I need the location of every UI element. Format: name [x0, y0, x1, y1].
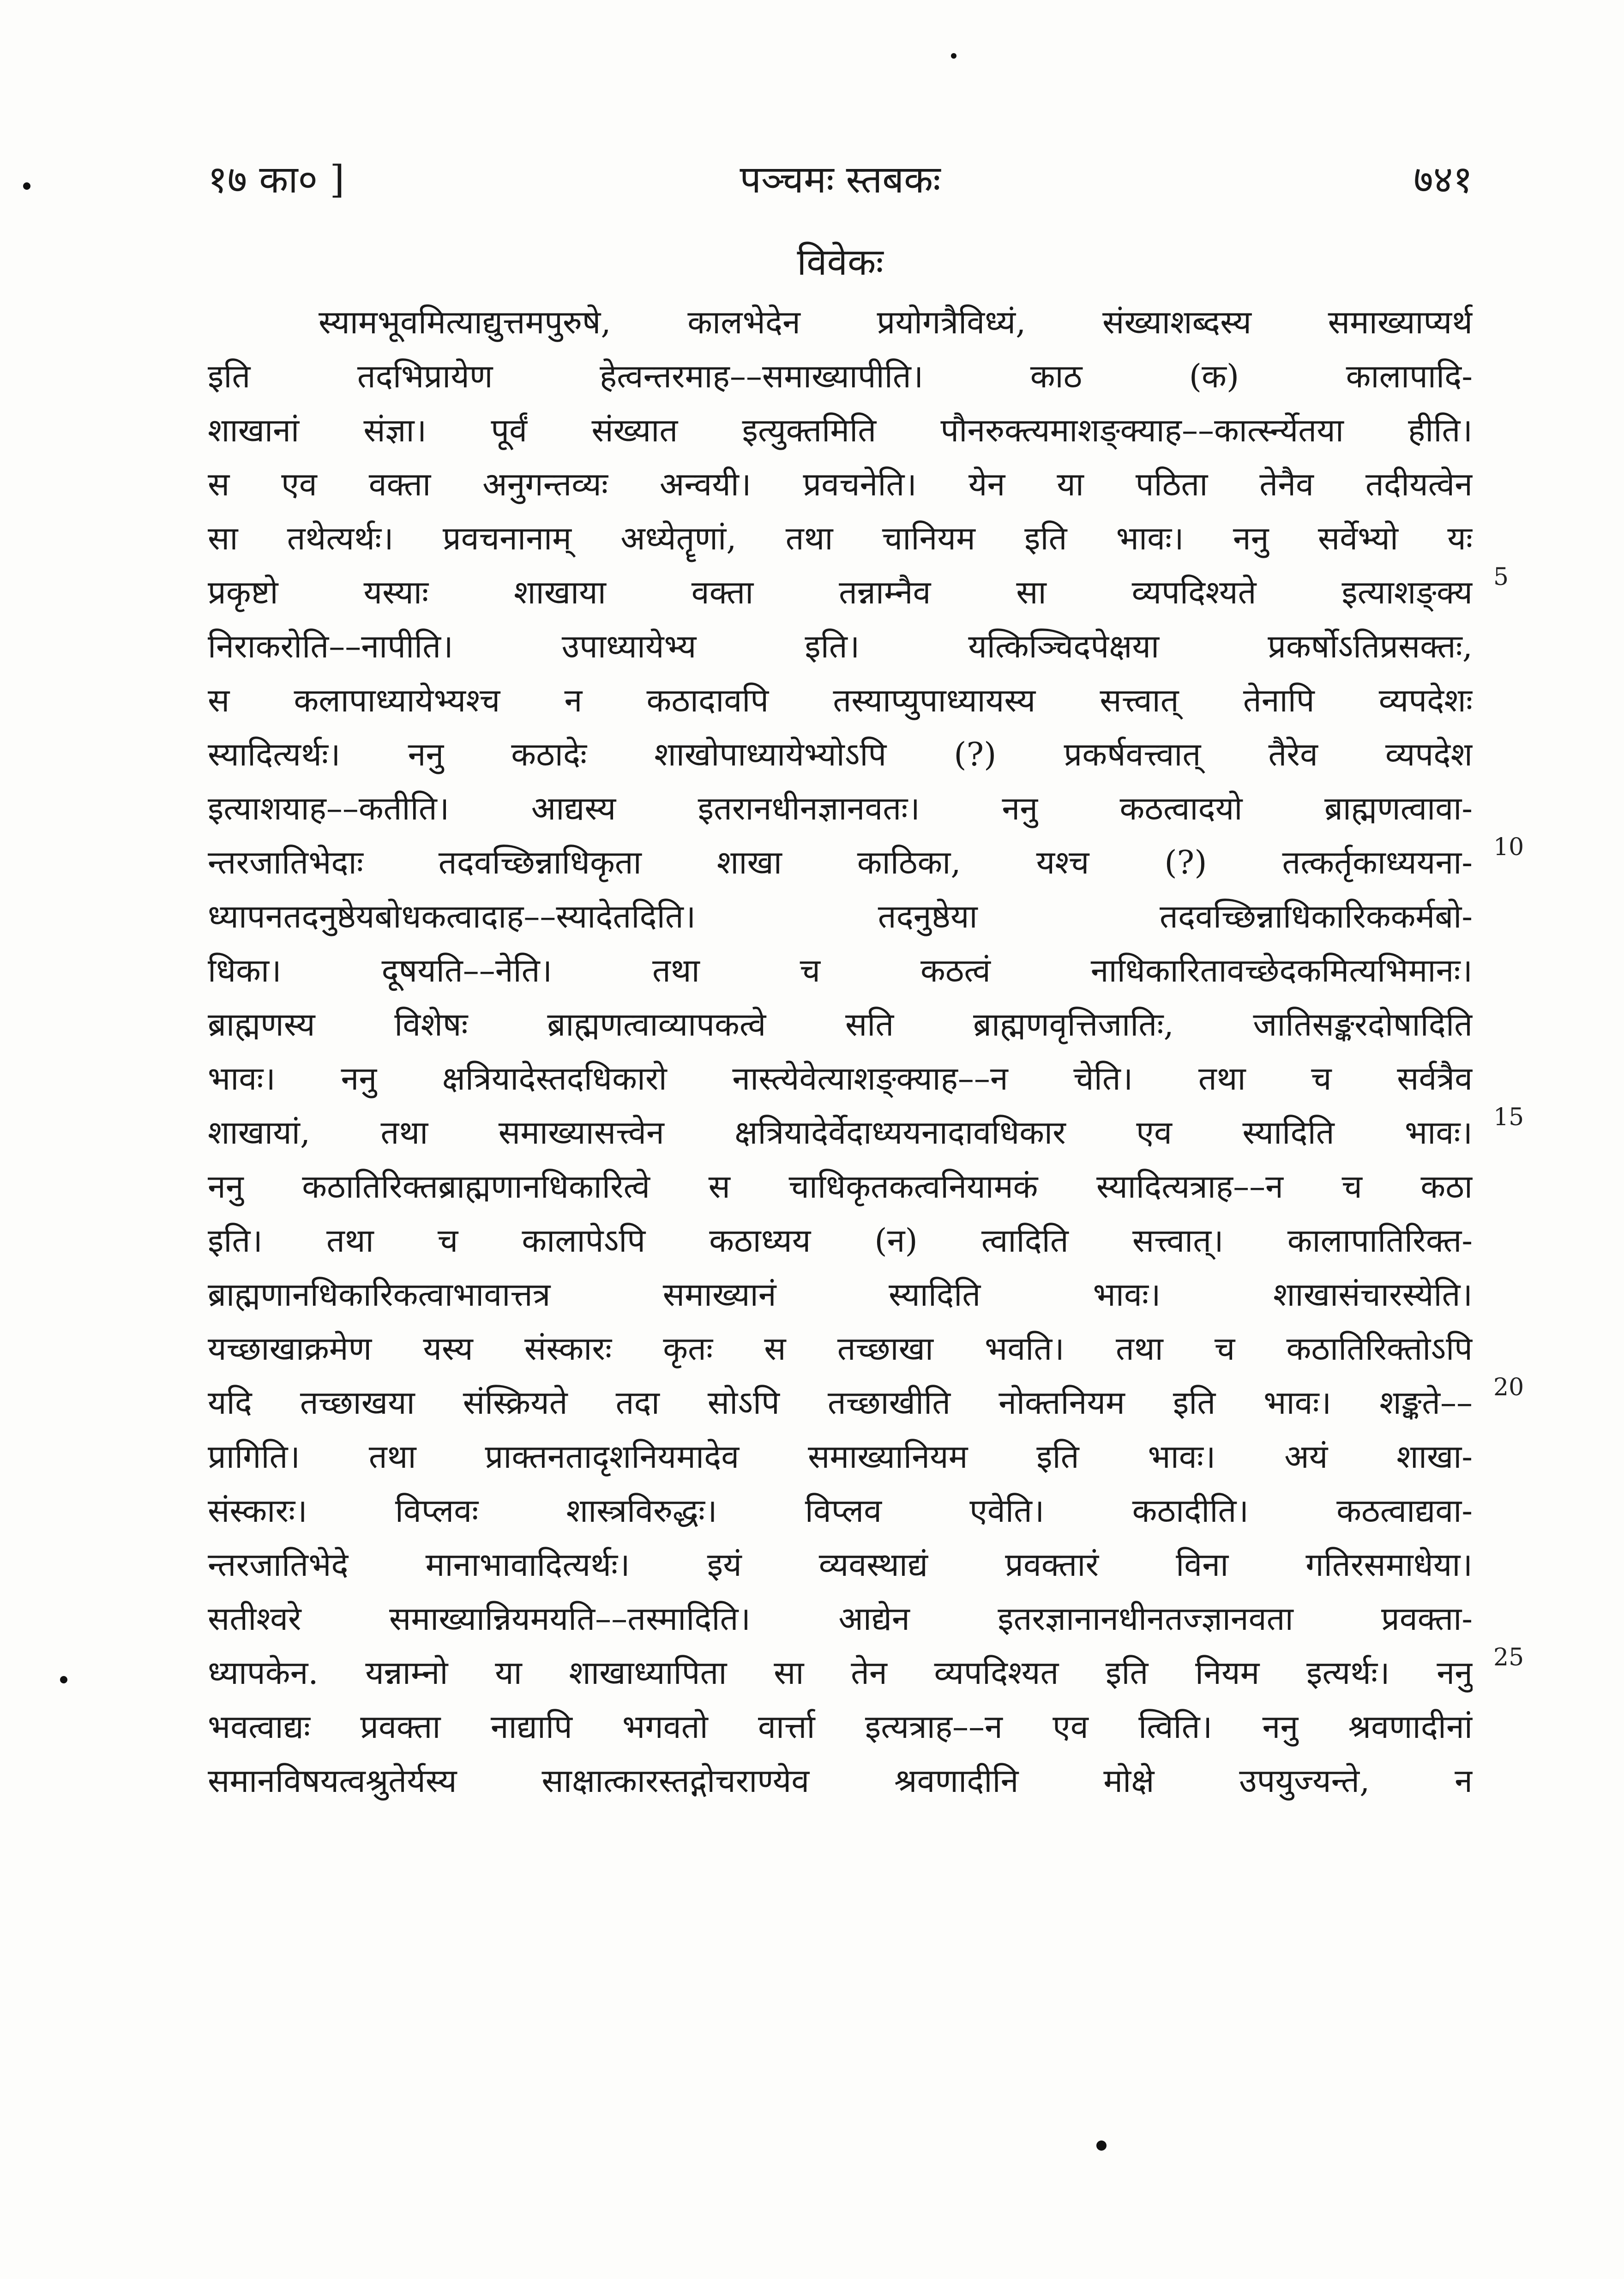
header-page-number: ७४१ — [1413, 158, 1473, 202]
text-line: धिका। दूषयति––नेति। तथा च कठत्वं नाधिकारितावच्छेदकमित्यभिमानः। — [208, 952, 1473, 989]
text-line: स एव वक्ता अनुगन्तव्यः अन्वयी। प्रवचनेति। येन या पठिता तेनैव तदीयत्वेन — [208, 465, 1473, 503]
text-line: ननु कठातिरिक्तब्राह्मणानधिकारित्वे स चाधिकृतकत्वनियामकं स्यादित्यत्राह––न च कठा — [208, 1168, 1473, 1206]
text-line: ध्यापकेन. यन्नाम्नो या शाखाध्यापिता सा तेन व्यपदिश्यत इति नियम इत्यर्थः। ननु — [208, 1654, 1473, 1692]
section-title: विवेकः — [797, 241, 884, 283]
line-number: 10 — [1493, 833, 1524, 861]
text-line: संस्कारः। विप्लवः शास्त्रविरुद्धः। विप्लव एवेति। कठादीति। कठत्वाद्यवा- — [208, 1492, 1473, 1530]
ink-speck — [1096, 2140, 1107, 2151]
line-number: 20 — [1493, 1374, 1524, 1401]
line-number: 5 — [1493, 563, 1509, 591]
text-line: ब्राह्मणस्य विशेषः ब्राह्मणत्वाव्यापकत्वे सति ब्राह्मणवृत्तिजातिः, जातिसङ्करदोषादिति — [208, 1006, 1473, 1043]
text-line: यदि तच्छाखया संस्क्रियते तदा सोऽपि तच्छाखीति नोक्तनियम इति भावः। शङ्कते–– — [208, 1384, 1473, 1422]
text-line: समानविषयत्वश्रुतेर्यस्य साक्षात्कारस्तद्गोचराण्येव श्रवणादीनि मोक्षे उपयुज्यन्ते, न — [208, 1762, 1473, 1800]
header-chapter-title: पञ्चमः स्तबकः — [740, 158, 941, 202]
commentary-text — [208, 295, 1473, 1808]
text-line: निराकरोति––नापीति। उपाध्यायेभ्य इति। यत्किञ्चिदपेक्षया प्रकर्षोऽतिप्रसक्तः, — [208, 627, 1473, 665]
text-line: इति। तथा च कालापेऽपि कठाध्यय (न) त्वादिति सत्त्वात्। कालापातिरिक्त- — [208, 1222, 1473, 1260]
text-line: भवत्वाद्यः प्रवक्ता नाद्यापि भगवतो वार्त्ता इत्यत्राह––न एव त्विति। ननु श्रवणादीनां — [208, 1708, 1473, 1746]
ink-speck — [23, 182, 30, 190]
text-line: ध्यापनतदनुष्ठेयबोधकत्वादाह––स्यादेतदिति। तदनुष्ठेया तदवच्छिन्नाधिकारिककर्मबो- — [208, 898, 1473, 935]
text-line: स कलापाध्यायेभ्यश्च न कठादावपि तस्याप्युपाध्यायस्य सत्त्वात् तेनापि व्यपदेशः — [208, 681, 1473, 719]
text-line: स्यामभूवमित्याद्युत्तमपुरुषे, कालभेदेन प्रयोगत्रैविध्यं, संख्याशब्दस्य समाख्याप्यर्थ — [319, 303, 1473, 341]
text-line: ब्राह्मणानधिकारिकत्वाभावात्तत्र समाख्यानं स्यादिति भावः। शाखासंचारस्येति। — [208, 1276, 1473, 1314]
text-line: शाखानां संज्ञा। पूर्वं संख्यात इत्युक्तमिति पौनरुक्त्यमाशङ्क्याह––कार्त्स्न्येतया हीति। — [208, 411, 1473, 449]
text-line: स्यादित्यर्थः। ननु कठादेः शाखोपाध्यायेभ्योऽपि (?) प्रकर्षवत्त्वात् तैरेव व्यपदेश — [208, 736, 1473, 773]
line-number: 15 — [1493, 1103, 1524, 1131]
text-line: इत्याशयाह––कतीति। आद्यस्य इतरानधीनज्ञानवतः। ननु कठत्वादयो ब्राह्मणत्वावा- — [208, 790, 1473, 827]
header-kanda-ref: १७ का० ] — [208, 158, 345, 202]
text-line: भावः। ननु क्षत्रियादेस्तदधिकारो नास्त्येवेत्याशङ्क्याह––न चेति। तथा च सर्वत्रैव — [208, 1060, 1473, 1097]
text-line: प्रकृष्टो यस्याः शाखाया वक्ता तन्नाम्नैव सा व्यपदिश्यते इत्याशङ्क्य — [208, 573, 1473, 611]
ink-speck — [951, 53, 956, 59]
text-line: प्रागिति। तथा प्राक्तनतादृशनियमादेव समाख्यानियम इति भावः। अयं शाखा- — [208, 1438, 1473, 1476]
page-header — [208, 152, 1473, 203]
text-line: शाखायां, तथा समाख्यासत्त्वेन क्षत्रियादेर्वेदाध्ययनादावधिकार एव स्यादिति भावः। — [208, 1114, 1473, 1152]
line-number: 25 — [1493, 1644, 1524, 1671]
text-line: इति तदभिप्रायेण हेत्वन्तरमाह––समाख्यापीति। काठ (क) कालापादि- — [208, 357, 1473, 395]
ink-speck — [60, 1676, 67, 1683]
text-line: न्तरजातिभेदाः तदवच्छिन्नाधिकृता शाखा काठिका, यश्च (?) तत्कर्तृकाध्ययना- — [208, 844, 1473, 881]
text-line: यच्छाखाक्रमेण यस्य संस्कारः कृतः स तच्छाखा भवति। तथा च कठातिरिक्तोऽपि — [208, 1330, 1473, 1368]
text-line: सतीश्वरे समाख्यान्नियमयति––तस्मादिति। आद्येन इतरज्ञानानधीनतज्ज्ञानवता प्रवक्ता- — [208, 1600, 1473, 1638]
text-line: न्तरजातिभेदे मानाभावादित्यर्थः। इयं व्यवस्थाद्यं प्रवक्तारं विना गतिरसमाधेया। — [208, 1546, 1473, 1584]
text-line: सा तथेत्यर्थः। प्रवचनानाम् अध्येतॄणां, तथा चानियम इति भावः। ननु सर्वेभ्यो यः — [208, 519, 1473, 557]
